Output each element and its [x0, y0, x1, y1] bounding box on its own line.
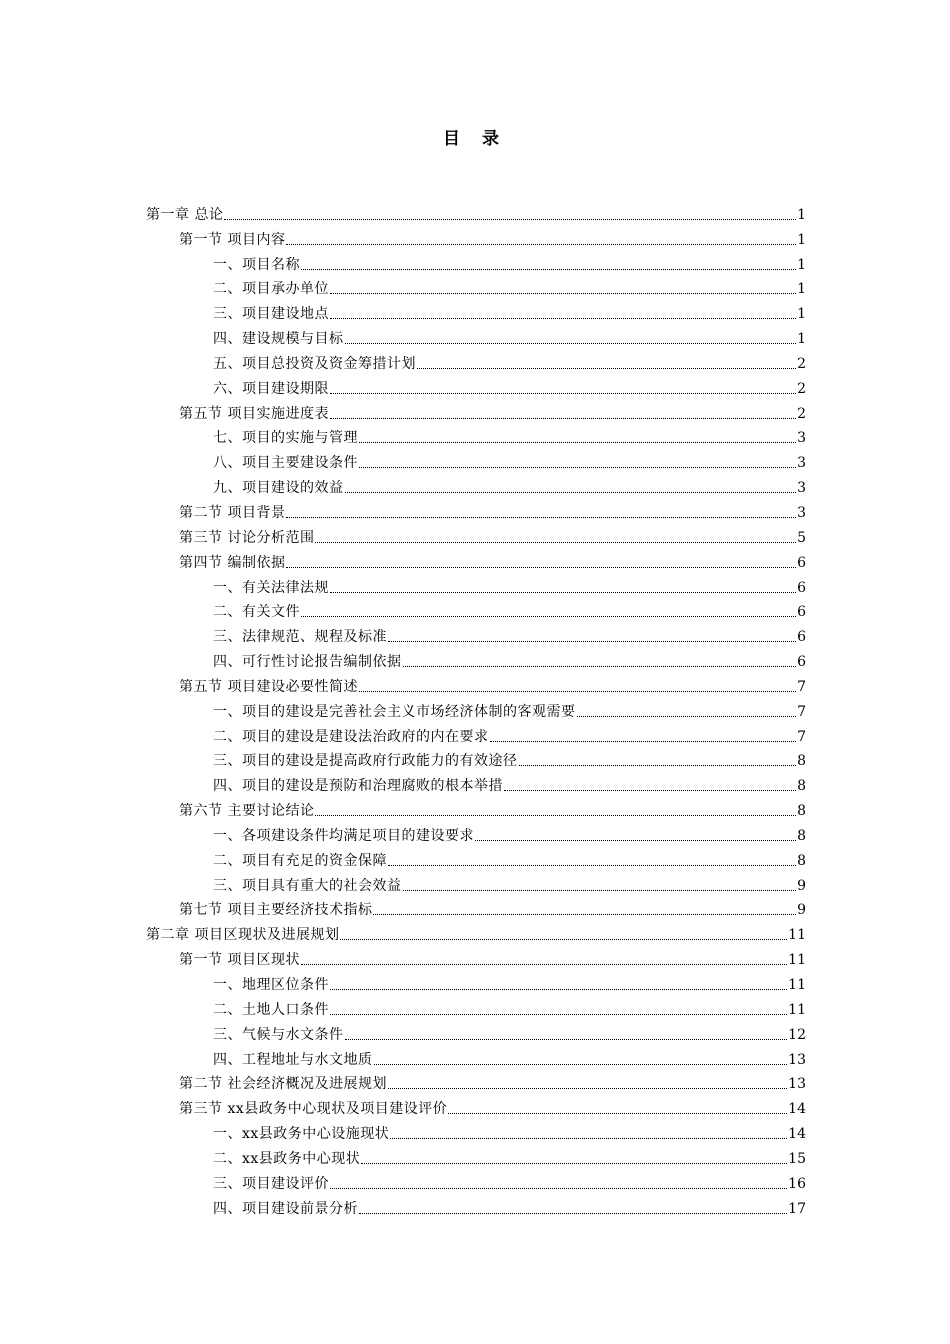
- toc-entry[interactable]: [146, 671, 806, 696]
- dot-leader: [224, 218, 796, 220]
- dot-leader: [340, 938, 787, 940]
- toc-entry[interactable]: [146, 224, 806, 249]
- dot-leader: [490, 740, 797, 742]
- toc-entry-label: 一、xx县政务中心设施现状: [213, 1126, 390, 1143]
- toc-entry[interactable]: [146, 1118, 806, 1143]
- dot-leader: [301, 963, 787, 965]
- toc-entry-label: 第一节 项目区现状: [179, 952, 300, 969]
- toc-entry-page-number: 7: [797, 703, 806, 720]
- toc-entry[interactable]: [146, 274, 806, 299]
- toc-entry-page-number: 6: [797, 554, 806, 571]
- toc-entry-page-number: 3: [797, 430, 806, 447]
- toc-entry-page-number: 1: [797, 256, 806, 273]
- dot-leader: [330, 392, 796, 394]
- page-title: 目 录: [443, 129, 507, 149]
- dot-leader: [330, 1187, 787, 1189]
- toc-entry-page-number: 3: [797, 455, 806, 472]
- toc-entry-label: 四、项目建设前景分析: [213, 1200, 358, 1217]
- toc-entry[interactable]: [146, 1143, 806, 1168]
- toc-entry-page-number: 1: [797, 206, 806, 223]
- toc-entry[interactable]: [146, 348, 806, 373]
- dot-leader: [345, 1038, 788, 1040]
- toc-entry[interactable]: [146, 746, 806, 771]
- toc-entry[interactable]: [146, 994, 806, 1019]
- toc-entry[interactable]: [146, 919, 806, 944]
- dot-leader: [504, 789, 796, 791]
- toc-entry[interactable]: [146, 298, 806, 323]
- toc-entry-label: 七、项目的实施与管理: [213, 430, 358, 447]
- toc-entry-label: 二、xx县政务中心现状: [213, 1150, 361, 1167]
- toc-entry[interactable]: [146, 597, 806, 622]
- toc-entry-page-number: 3: [797, 504, 806, 521]
- toc-entry-label: 二、项目有充足的资金保障: [213, 852, 387, 869]
- toc-entry-page-number: 2: [797, 405, 806, 422]
- toc-entry-label: 三、项目建设地点: [213, 306, 329, 323]
- toc-entry[interactable]: [146, 770, 806, 795]
- toc-entry[interactable]: [146, 323, 806, 348]
- dot-leader: [359, 1212, 787, 1214]
- toc-entry[interactable]: [146, 820, 806, 845]
- dot-leader: [388, 640, 796, 642]
- toc-entry[interactable]: [146, 423, 806, 448]
- toc-entry-label: 一、各项建设条件均满足项目的建设要求: [213, 827, 474, 844]
- toc-entry-page-number: 1: [797, 331, 806, 348]
- toc-entry-label: 三、法律规范、规程及标准: [213, 629, 387, 646]
- dot-leader: [359, 690, 796, 692]
- toc-entry[interactable]: [146, 621, 806, 646]
- dot-leader: [374, 1063, 788, 1065]
- toc-entry-page-number: 6: [797, 654, 806, 671]
- toc-entry-label: 第一节 项目内容: [179, 231, 286, 248]
- dot-leader: [519, 764, 797, 766]
- dot-leader: [286, 566, 796, 568]
- toc-entry-label: 四、建设规模与目标: [213, 331, 344, 348]
- toc-entry-label: 一、地理区位条件: [213, 977, 329, 993]
- toc-entry-label: 五、项目总投资及资金筹措计划: [213, 355, 416, 372]
- toc-entry-page-number: 8: [797, 753, 806, 770]
- toc-entry-label: 第六节 主要讨论结论: [179, 803, 315, 820]
- dot-leader: [345, 491, 797, 493]
- toc-entry[interactable]: [146, 795, 806, 820]
- toc-entry-label: 第五节 项目实施进度表: [179, 405, 329, 422]
- dot-leader: [315, 541, 796, 543]
- toc-entry-label: 二、土地人口条件: [213, 1001, 329, 1018]
- dot-leader: [417, 367, 796, 369]
- dot-leader: [345, 342, 797, 344]
- toc-entry-page-number: 8: [797, 778, 806, 795]
- toc-entry-label: 第二节 社会经济概况及进展规划: [179, 1076, 387, 1093]
- toc-entry-page-number: 8: [797, 827, 806, 844]
- toc-entry-page-number: 7: [797, 728, 806, 745]
- toc-entry-page-number: 8: [797, 803, 806, 820]
- toc-entry[interactable]: [146, 845, 806, 870]
- dot-leader: [286, 516, 796, 518]
- dot-leader: [475, 839, 796, 841]
- dot-leader: [330, 1013, 787, 1015]
- toc-entry-label: 第三节 xx县政务中心现状及项目建设评价: [179, 1101, 448, 1118]
- toc-entry[interactable]: [146, 870, 806, 895]
- toc-entry[interactable]: [146, 1044, 806, 1069]
- dot-leader: [448, 1112, 787, 1114]
- toc-entry-page-number: 15: [788, 1150, 806, 1167]
- toc-entry-label: 三、项目的建设是提高政府行政能力的有效途径: [213, 753, 518, 770]
- dot-leader: [330, 591, 796, 593]
- toc-entry[interactable]: [146, 895, 806, 920]
- toc-entry-label: 二、项目承办单位: [213, 281, 329, 298]
- toc-entry-page-number: 1: [797, 231, 806, 248]
- toc-entry-label: 二、有关文件: [213, 604, 300, 621]
- toc-entry-label: 第三节 讨论分析范围: [179, 529, 315, 546]
- dot-leader: [403, 889, 797, 891]
- table-of-contents: [146, 199, 806, 1218]
- toc-entry-page-number: 2: [797, 380, 806, 397]
- toc-entry-label: 第五节 项目建设必要性简述: [179, 678, 358, 695]
- toc-entry[interactable]: [146, 472, 806, 497]
- toc-entry-page-number: 11: [788, 927, 806, 944]
- toc-entry-page-number: 16: [788, 1175, 806, 1192]
- toc-entry[interactable]: [146, 646, 806, 671]
- toc-entry[interactable]: [146, 969, 806, 994]
- toc-entry-label: 三、项目具有重大的社会效益: [213, 877, 402, 894]
- toc-entry-page-number: 11: [788, 952, 806, 969]
- toc-entry-label: 一、有关法律法规: [213, 579, 329, 596]
- toc-entry-label: 三、气候与水文条件: [213, 1026, 344, 1043]
- toc-entry[interactable]: [146, 398, 806, 423]
- toc-entry-page-number: 6: [797, 604, 806, 621]
- dot-leader: [359, 441, 796, 443]
- toc-entry[interactable]: [146, 373, 806, 398]
- toc-entry[interactable]: [146, 1193, 806, 1218]
- toc-entry-page-number: 1: [797, 306, 806, 323]
- toc-entry-page-number: 11: [788, 977, 806, 993]
- toc-entry[interactable]: [146, 1019, 806, 1044]
- toc-entry-label: 六、项目建设期限: [213, 380, 329, 397]
- toc-entry[interactable]: [146, 721, 806, 746]
- dot-leader: [301, 268, 796, 270]
- toc-entry-label: 一、项目的建设是完善社会主义市场经济体制的客观需要: [213, 703, 576, 720]
- toc-entry-page-number: 7: [797, 678, 806, 695]
- toc-entry[interactable]: [146, 249, 806, 274]
- toc-entry-label: 四、可行性讨论报告编制依据: [213, 654, 402, 671]
- toc-entry-page-number: 14: [788, 1101, 806, 1118]
- toc-entry-label: 第二章 项目区现状及进展规划: [146, 927, 340, 944]
- toc-entry-page-number: 3: [797, 480, 806, 497]
- toc-entry-page-number: 13: [788, 1051, 806, 1068]
- dot-leader: [330, 417, 796, 419]
- dot-leader: [330, 988, 787, 990]
- toc-entry-label: 第四节 编制依据: [179, 554, 286, 571]
- dot-leader: [388, 864, 796, 866]
- toc-entry-page-number: 17: [788, 1200, 806, 1217]
- dot-leader: [330, 317, 796, 319]
- dot-leader: [286, 243, 796, 245]
- toc-entry-page-number: 8: [797, 852, 806, 869]
- toc-entry-page-number: 1: [797, 281, 806, 298]
- dot-leader: [315, 814, 796, 816]
- toc-entry-label: 第二节 项目背景: [179, 504, 286, 521]
- toc-entry-page-number: 9: [797, 877, 806, 894]
- toc-entry[interactable]: [146, 1069, 806, 1094]
- toc-entry[interactable]: [146, 547, 806, 572]
- toc-entry[interactable]: [146, 199, 806, 224]
- toc-entry-label: 第一章 总论: [146, 206, 224, 223]
- toc-entry[interactable]: [146, 696, 806, 721]
- toc-entry[interactable]: [146, 497, 806, 522]
- toc-entry-label: 九、项目建设的效益: [213, 480, 344, 497]
- toc-entry-label: 四、项目的建设是预防和治理腐败的根本举措: [213, 778, 503, 795]
- toc-entry-page-number: 9: [797, 902, 806, 919]
- toc-entry[interactable]: [146, 944, 806, 969]
- toc-entry-label: 八、项目主要建设条件: [213, 455, 358, 472]
- toc-entry[interactable]: [146, 1168, 806, 1193]
- toc-entry-page-number: 2: [797, 355, 806, 372]
- toc-entry-page-number: 6: [797, 629, 806, 646]
- dot-leader: [373, 913, 796, 915]
- toc-entry-label: 四、工程地址与水文地质: [213, 1051, 373, 1068]
- dot-leader: [330, 292, 796, 294]
- toc-entry-label: 三、项目建设评价: [213, 1175, 329, 1192]
- toc-entry-page-number: 12: [788, 1026, 806, 1043]
- dot-leader: [301, 615, 796, 617]
- toc-entry-label: 二、项目的建设是建设法治政府的内在要求: [213, 728, 489, 745]
- toc-entry-label: 一、项目名称: [213, 256, 300, 273]
- toc-entry-label: 第七节 项目主要经济技术指标: [179, 902, 373, 919]
- toc-entry-page-number: 14: [788, 1126, 806, 1143]
- dot-leader: [388, 1087, 787, 1089]
- toc-entry[interactable]: [146, 447, 806, 472]
- toc-entry-page-number: 13: [788, 1076, 806, 1093]
- toc-entry-page-number: 11: [788, 1001, 806, 1018]
- dot-leader: [577, 715, 797, 717]
- dot-leader: [361, 1162, 787, 1164]
- dot-leader: [390, 1137, 787, 1139]
- dot-leader: [359, 466, 796, 468]
- toc-entry-page-number: 5: [797, 529, 806, 546]
- dot-leader: [403, 665, 797, 667]
- toc-entry[interactable]: [146, 572, 806, 597]
- toc-entry[interactable]: [146, 522, 806, 547]
- toc-entry-page-number: 6: [797, 579, 806, 596]
- toc-entry[interactable]: [146, 1093, 806, 1118]
